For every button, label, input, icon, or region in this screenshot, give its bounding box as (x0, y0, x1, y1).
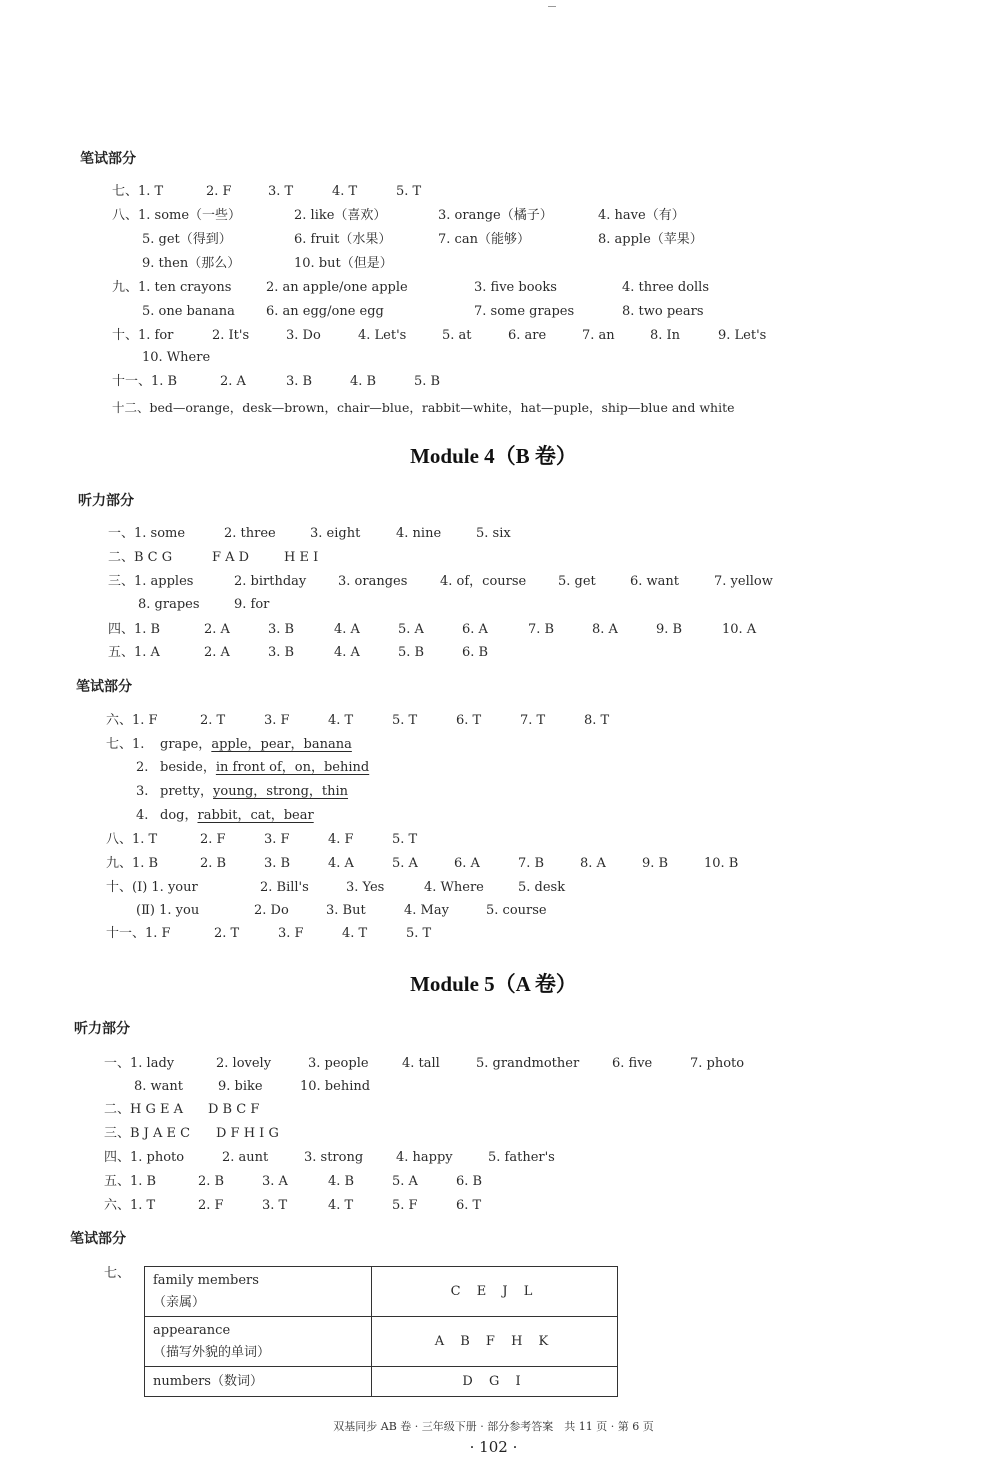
answer-item: 4. of，course (440, 574, 527, 589)
answer-item: 6. A (462, 622, 488, 637)
answer-item: 4. A (334, 645, 360, 660)
letters-cell: C E J L (372, 1267, 618, 1317)
answer-item: 10. but（但是） (294, 256, 393, 271)
answer-item: 3. T (268, 184, 294, 199)
answer-item: 10. A (722, 622, 757, 637)
answer-item: 6. fruit（水果） (294, 232, 392, 247)
answer-item: 十一、1. B (112, 374, 178, 389)
answer-item: 2. A (220, 374, 246, 389)
answer-item: 9. B (656, 622, 683, 637)
answer-item: 7. photo (690, 1056, 745, 1071)
answer-item: 2. A (204, 622, 230, 637)
answer-item: 8. two pears (622, 304, 704, 319)
answer-item: 3. B (268, 622, 295, 637)
answer-item: 二、H G E A (104, 1102, 183, 1117)
answer-item: 4. Where (424, 880, 484, 895)
page-footer: 双基同步 AB 卷 · 三年级下册 · 部分参考答案 共 11 页 · 第 6 页 (333, 1420, 654, 1433)
answer-item: 八、1. some（一些） (112, 208, 242, 223)
answer-item: 4. tall (402, 1056, 440, 1071)
answer-item: 3. Yes (346, 880, 385, 895)
answer-plain: beside， (160, 760, 216, 775)
section-label-listening: 听力部分 (74, 1021, 130, 1037)
answer-item: 3. orange（橘子） (438, 208, 553, 223)
answer-item: 2. aunt (222, 1150, 269, 1165)
item-number: 4. (136, 808, 149, 823)
answer-item: 8. apple（苹果） (598, 232, 703, 247)
answer-item: 7. can（能够） (438, 232, 530, 247)
answer-item: 6. want (630, 574, 680, 589)
letters-cell: D G I (372, 1367, 618, 1397)
category-label-cn: （亲属） (153, 1294, 206, 1310)
answer-item: 3. F (264, 832, 290, 847)
answer-item: 六、1. T (104, 1198, 156, 1213)
answer-item: 5. F (392, 1198, 418, 1213)
answer-item: 4. happy (396, 1150, 453, 1165)
answer-item: 3. Do (286, 328, 321, 343)
answer-item: 三、B J A E C (104, 1126, 191, 1141)
answer-item: 2. T (214, 926, 240, 941)
table-row (145, 1267, 618, 1317)
answer-underlined: young，strong，thin (213, 784, 349, 799)
answer-item: 5. six (476, 526, 511, 541)
answer-item: 4. B (328, 1174, 355, 1189)
answer-item: 3. B (264, 856, 291, 871)
answer-plain: dog， (160, 808, 198, 823)
answer-item: 六、1. F (106, 713, 158, 728)
answer-item: 2. T (200, 713, 226, 728)
answer-plain: pretty， (160, 784, 214, 799)
answer-item: 4. nine (396, 526, 442, 541)
answer-item: 2. B (200, 856, 227, 871)
answer-item: 5. T (392, 713, 418, 728)
answer-item: 5. desk (518, 880, 566, 895)
table-row (145, 1317, 618, 1367)
answer-item: 九、1. ten crayons (112, 280, 232, 295)
answer-item: 7. T (520, 713, 546, 728)
section-label-listening: 听力部分 (78, 493, 134, 509)
answer-item: 9. bike (218, 1079, 263, 1094)
category-cell (145, 1267, 372, 1317)
answer-item: 4. May (404, 903, 449, 918)
module-title: Module 4（B 卷） (410, 444, 577, 468)
answer-item: 5. get (558, 574, 596, 589)
answer-item: 5. B (414, 374, 441, 389)
answer-item: F A D (212, 550, 250, 565)
answer-item: 5. one banana (142, 304, 235, 319)
answer-item: 2. Bill's (260, 880, 309, 895)
answer-item: 2. three (224, 526, 276, 541)
answer-item: 4. B (350, 374, 377, 389)
answer-item: 十一、1. F (106, 926, 171, 941)
answer-item: 5. course (486, 903, 547, 918)
answer-item: 5. A (392, 856, 418, 871)
answer-item: 8. want (134, 1079, 184, 1094)
answer-item: H E I (284, 550, 319, 565)
answer-item: 2. like（喜欢） (294, 208, 387, 223)
answer-item: 6. an egg/one egg (266, 304, 384, 319)
answer-item: D F H I G (216, 1126, 279, 1141)
answer-item: 4. T (328, 713, 354, 728)
answer-item: 二、B C G (108, 550, 173, 565)
answer-item: 4. F (328, 832, 354, 847)
answer-item: 2. birthday (234, 574, 307, 589)
answer-item: 7. B (528, 622, 555, 637)
answer-item: 七、1. T (112, 184, 164, 199)
answer-item: 8. In (650, 328, 681, 343)
top-mark (548, 6, 556, 7)
answer-item: 5. grandmother (476, 1056, 580, 1071)
answer-item: 8. A (580, 856, 606, 871)
answer-item: 7. an (582, 328, 615, 343)
answer-item: 3. oranges (338, 574, 408, 589)
answer-item: 8. grapes (138, 597, 200, 612)
answer-item: 5. B (398, 645, 425, 660)
item-number: 2. (136, 760, 149, 775)
answer-item (160, 806, 314, 826)
answer-item: (Ⅱ) 1. you (136, 903, 200, 918)
answer-item: 3. B (286, 374, 313, 389)
answer-item: 5. at (442, 328, 472, 343)
answer-plain: grape， (160, 737, 212, 752)
answer-item: 10. B (704, 856, 739, 871)
module-title: Module 5（A 卷） (410, 972, 577, 996)
answer-item: 3. five books (474, 280, 557, 295)
answer-item: 5. A (392, 1174, 418, 1189)
answer-item: 3. T (262, 1198, 288, 1213)
answer-item: 4. T (328, 1198, 354, 1213)
item-number: 3. (136, 784, 149, 799)
category-label: numbers（数词） (153, 1373, 263, 1389)
answer-underlined: in front of，on，behind (215, 760, 370, 775)
answer-item: 4. A (328, 856, 354, 871)
answer-underlined: apple，pear，banana (211, 737, 352, 752)
answer-item: 2. F (200, 832, 226, 847)
answer-underlined: rabbit，cat，bear (197, 808, 314, 823)
section-label-written: 笔试部分 (80, 151, 136, 167)
answer-item: 3. F (278, 926, 304, 941)
answer-item: 九、1. B (106, 856, 159, 871)
answer-item: 2. lovely (216, 1056, 272, 1071)
section-label-written: 笔试部分 (76, 679, 132, 695)
answer-item: 2. F (206, 184, 232, 199)
answer-item: 3. F (264, 713, 290, 728)
answer-item: 4. have（有） (598, 208, 685, 223)
answer-item: 4. Let's (358, 328, 407, 343)
category-label: family members (153, 1272, 259, 1288)
answer-item: 5. father's (488, 1150, 555, 1165)
category-label-cn: （描写外貌的单词） (153, 1344, 271, 1360)
answer-item: 3. B (268, 645, 295, 660)
answer-item: 3. people (308, 1056, 369, 1071)
table-row (145, 1367, 618, 1397)
answer-item: 7. yellow (714, 574, 773, 589)
answer-item: 八、1. T (106, 832, 158, 847)
answer-item: 4. T (332, 184, 358, 199)
item-number: 七、1. (106, 737, 145, 752)
category-label: appearance (153, 1322, 231, 1338)
answer-item: 6. five (612, 1056, 653, 1071)
answer-item: 5. T (392, 832, 418, 847)
answer-item: 3. eight (310, 526, 361, 541)
answer-item: 9. Let's (718, 328, 767, 343)
answer-item: 9. then（那么） (142, 256, 241, 271)
answer-item: 2. Do (254, 903, 289, 918)
answer-item: D B C F (208, 1102, 260, 1117)
answer-item (160, 735, 352, 755)
letters-cell: A B F H K (372, 1317, 618, 1367)
answer-item: 10. Where (142, 350, 211, 365)
answer-item: 十、1. for (112, 328, 174, 343)
answer-item: 一、1. lady (104, 1056, 175, 1071)
answer-item: 一、1. some (108, 526, 186, 541)
category-cell (145, 1367, 372, 1397)
answer-item: 2. an apple/one apple (266, 280, 408, 295)
answer-item: 6. are (508, 328, 547, 343)
answer-item (160, 758, 369, 778)
answer-item: 6. B (456, 1174, 483, 1189)
vocabulary-table (144, 1266, 618, 1397)
answer-item: 四、1. B (108, 622, 161, 637)
answer-item: 5. T (396, 184, 422, 199)
answer-item: 6. T (456, 1198, 482, 1213)
answer-item: 9. for (234, 597, 270, 612)
answer-item: 4. T (342, 926, 368, 941)
answer-item: 2. It's (212, 328, 250, 343)
answer-item: 十二、bed—orange，desk—brown，chair—blue，rabbit—white，hat—puple，ship—blue and white (112, 400, 735, 415)
answer-item: 8. A (592, 622, 618, 637)
category-cell (145, 1317, 372, 1367)
answer-item: 6. B (462, 645, 489, 660)
page-number: · 102 · (469, 1438, 518, 1456)
answer-item: 3. A (262, 1174, 288, 1189)
answer-item: 4. three dolls (622, 280, 710, 295)
answer-item: 2. A (204, 645, 230, 660)
answer-item: 三、1. apples (108, 574, 194, 589)
answer-item: 8. T (584, 713, 610, 728)
answer-item: 5. T (406, 926, 432, 941)
answer-item: 五、1. A (108, 645, 160, 660)
answer-item: 四、1. photo (104, 1150, 185, 1165)
answer-item (160, 782, 348, 802)
answer-item: 5. A (398, 622, 424, 637)
section-label-written: 笔试部分 (70, 1231, 126, 1247)
answer-item: 五、1. B (104, 1174, 157, 1189)
answer-item: 4. A (334, 622, 360, 637)
answer-item: 9. B (642, 856, 669, 871)
answer-item: 7. B (518, 856, 545, 871)
answer-item: 7. some grapes (474, 304, 575, 319)
answer-item: 10. behind (300, 1079, 371, 1094)
answer-item: 6. T (456, 713, 482, 728)
answer-item: 6. A (454, 856, 480, 871)
answer-item: 5. get（得到） (142, 232, 232, 247)
answer-item: 十、(Ⅰ) 1. your (106, 880, 198, 895)
answer-item: 2. F (198, 1198, 224, 1213)
answer-item: 3. But (326, 903, 366, 918)
answer-item: 2. B (198, 1174, 225, 1189)
answer-item: 3. strong (304, 1150, 364, 1165)
item-number: 七、 (104, 1266, 131, 1281)
